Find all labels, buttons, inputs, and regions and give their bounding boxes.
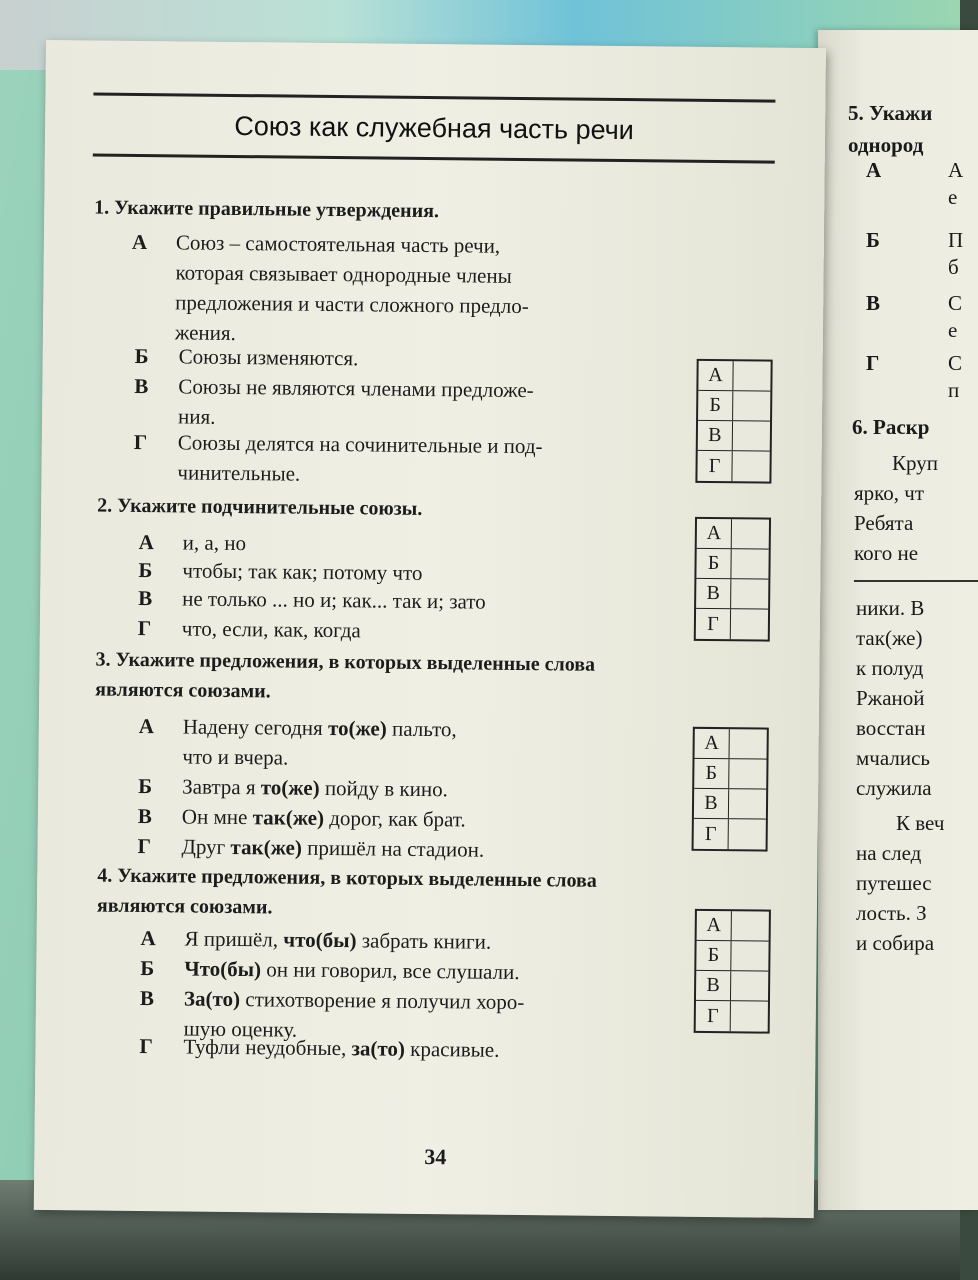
question-3-heading-line2: являются союзами. bbox=[95, 678, 271, 703]
option-text: жения. bbox=[174, 320, 237, 346]
right-opt-a: А bbox=[866, 158, 882, 182]
right-opt-b-frag: П bbox=[948, 228, 964, 252]
grid-letter: В bbox=[696, 579, 731, 608]
option-text: Союзы не являются членами предложе- bbox=[178, 374, 534, 403]
answer-cell-g[interactable] bbox=[729, 819, 766, 849]
answer-grid-4 bbox=[694, 909, 771, 1034]
answer-cell-v[interactable] bbox=[733, 421, 770, 450]
right-text-line: ярко, чт bbox=[854, 481, 925, 505]
right-opt-g: Г bbox=[866, 351, 880, 375]
option-letter: Б bbox=[138, 774, 153, 799]
grid-letter: А bbox=[695, 729, 730, 758]
answer-grid-2 bbox=[694, 517, 771, 642]
answer-cell-b[interactable] bbox=[733, 391, 770, 420]
option-letter: А bbox=[131, 229, 148, 255]
grid-row bbox=[698, 391, 770, 422]
option-text: и, а, но bbox=[182, 530, 247, 556]
option-letter: Г bbox=[133, 429, 148, 455]
right-text-line: ники. В bbox=[856, 596, 925, 620]
option-letter: В bbox=[139, 986, 155, 1011]
option-text: Союзы изменяются. bbox=[178, 344, 359, 371]
highlighted-word: за(то) bbox=[351, 1036, 406, 1061]
grid-letter: Г bbox=[696, 609, 731, 639]
highlighted-word: то(же) bbox=[260, 775, 320, 800]
grid-row bbox=[694, 759, 766, 790]
answer-cell-b[interactable] bbox=[731, 549, 768, 578]
option-letter: А bbox=[138, 529, 155, 555]
grid-row bbox=[694, 819, 766, 850]
question-2-heading: 2. Укажите подчинительные союзы. bbox=[97, 494, 423, 520]
question-3-heading-line1: 3. Укажите предложения, в которых выделенные слова bbox=[95, 648, 596, 676]
right-q5-line1: 5. Укажи bbox=[848, 101, 933, 125]
right-opt-v-frag2: е bbox=[948, 318, 958, 342]
right-text-line: путешес bbox=[856, 871, 932, 895]
option-text: которая связывает однородные члены bbox=[175, 260, 512, 288]
right-answer-rule bbox=[854, 580, 978, 582]
option-text: Союз – самостоятельная часть речи, bbox=[175, 230, 501, 258]
answer-cell-g[interactable] bbox=[731, 1001, 768, 1031]
option-letter: В bbox=[138, 585, 153, 611]
right-opt-a-frag: А bbox=[948, 158, 964, 182]
highlighted-word: так(же) bbox=[252, 805, 325, 830]
option-text: не только ... но и; как... так и; зато bbox=[182, 586, 486, 614]
answer-cell-g[interactable] bbox=[731, 609, 768, 639]
right-opt-b: Б bbox=[866, 228, 880, 252]
option-text: Завтра я то(же) пойду в кино. bbox=[182, 774, 449, 802]
highlighted-word: Что(бы) bbox=[184, 956, 262, 982]
page-number: 34 bbox=[424, 1144, 447, 1170]
option-text: ния. bbox=[177, 404, 216, 429]
right-opt-v: В bbox=[866, 291, 881, 315]
option-letter: А bbox=[140, 926, 156, 951]
option-letter: Б bbox=[140, 956, 155, 981]
grid-letter: А bbox=[697, 911, 732, 940]
option-text: что и вчера. bbox=[182, 744, 289, 770]
option-text: чинительные. bbox=[177, 460, 301, 486]
grid-letter: Б bbox=[696, 549, 731, 578]
answer-cell-b[interactable] bbox=[729, 759, 766, 788]
right-text-line: мчались bbox=[856, 746, 930, 770]
grid-row bbox=[696, 941, 768, 972]
answer-cell-g[interactable] bbox=[732, 451, 769, 481]
right-text-line: Ржаной bbox=[856, 686, 925, 710]
grid-letter: Б bbox=[694, 759, 729, 788]
grid-letter: Б bbox=[696, 941, 731, 970]
option-text: Союзы делятся на сочинительные и под- bbox=[177, 430, 543, 459]
grid-row bbox=[696, 549, 768, 580]
option-letter: Б bbox=[138, 557, 153, 583]
option-text: чтобы; так как; потому что bbox=[182, 558, 423, 585]
answer-grid-3 bbox=[692, 727, 769, 852]
answer-cell-b[interactable] bbox=[731, 941, 768, 970]
grid-row bbox=[695, 729, 767, 760]
question-4-option-g bbox=[139, 1031, 679, 1067]
option-letter: Г bbox=[137, 615, 152, 641]
question-4-heading-line2: являются союзами. bbox=[96, 894, 273, 919]
grid-row bbox=[697, 911, 769, 942]
option-text: шую оценку. bbox=[183, 1016, 298, 1042]
answer-cell-v[interactable] bbox=[731, 579, 768, 608]
option-text: Туфли неудобные, за(то) красивые. bbox=[183, 1034, 500, 1062]
answer-cell-v[interactable] bbox=[729, 789, 766, 818]
right-text-line: К веч bbox=[896, 811, 945, 835]
right-text-line: восстан bbox=[856, 716, 926, 740]
right-text-line: Ребята bbox=[854, 511, 914, 535]
option-text: предложения и части сложного предло- bbox=[175, 290, 529, 319]
grid-letter: Г bbox=[694, 819, 729, 849]
grid-letter: Б bbox=[698, 391, 733, 420]
right-text-line: и собира bbox=[856, 931, 935, 955]
grid-row bbox=[696, 609, 768, 640]
option-letter: Г bbox=[137, 834, 152, 859]
answer-cell-a[interactable] bbox=[732, 519, 769, 548]
grid-row bbox=[696, 579, 768, 610]
highlighted-word: что(бы) bbox=[283, 927, 357, 953]
grid-letter: В bbox=[696, 971, 731, 1000]
grid-row bbox=[697, 519, 769, 550]
right-q6-heading: 6. Раскр bbox=[852, 415, 930, 439]
question-3-option-a bbox=[138, 711, 679, 777]
right-opt-v-frag: С bbox=[948, 291, 963, 315]
question-4-heading-line1: 4. Укажите предложения, в которых выделенные слова bbox=[97, 864, 597, 892]
option-letter: Г bbox=[139, 1034, 153, 1059]
grid-row bbox=[696, 971, 768, 1002]
option-text: За(то) стихотворение я получил хоро- bbox=[183, 986, 525, 1015]
grid-row bbox=[696, 1001, 768, 1032]
option-text: Друг так(же) пришёл на стадион. bbox=[181, 834, 485, 862]
right-text-line: на след bbox=[856, 841, 922, 865]
answer-cell-a[interactable] bbox=[733, 361, 770, 390]
right-page bbox=[818, 30, 978, 1210]
right-opt-b-frag2: б bbox=[948, 255, 959, 279]
grid-letter: А bbox=[697, 519, 732, 548]
grid-row bbox=[694, 789, 766, 820]
highlighted-word: то(же) bbox=[327, 715, 387, 741]
right-text-line: служила bbox=[856, 776, 932, 800]
question-2-option-g bbox=[138, 613, 678, 649]
grid-row bbox=[698, 421, 770, 452]
highlighted-word: так(же) bbox=[230, 834, 303, 860]
question-1-option-g bbox=[133, 427, 694, 493]
grid-letter: В bbox=[698, 421, 733, 450]
right-text-line: лость. З bbox=[856, 901, 927, 925]
grid-letter: А bbox=[698, 361, 733, 390]
right-text-line: Круп bbox=[892, 451, 938, 475]
option-letter: Б bbox=[134, 343, 149, 369]
answer-cell-v[interactable] bbox=[731, 971, 768, 1000]
option-text: Он мне так(же) дорог, как брат. bbox=[181, 804, 466, 832]
right-opt-g-frag: С bbox=[948, 351, 963, 375]
grid-row bbox=[698, 361, 770, 392]
option-letter: В bbox=[134, 373, 149, 399]
grid-letter: В bbox=[694, 789, 729, 818]
page-title: Союз как служебная часть речи bbox=[93, 92, 776, 163]
right-text-line: к полуд bbox=[856, 656, 924, 680]
question-1-option-a bbox=[131, 227, 692, 353]
question-1-heading: 1. Укажите правильные утверждения. bbox=[94, 196, 440, 223]
answer-cell-a[interactable] bbox=[732, 911, 769, 940]
option-text: Надену сегодня то(же) пальто, bbox=[182, 714, 457, 742]
option-text: Что(бы) он ни говорил, все слушали. bbox=[184, 956, 520, 985]
option-text: Я пришёл, что(бы) забрать книги. bbox=[184, 926, 492, 954]
option-text: что, если, как, когда bbox=[181, 616, 361, 643]
right-opt-a-frag2: е bbox=[948, 185, 958, 209]
right-q5-line2: однород bbox=[848, 133, 924, 157]
answer-cell-a[interactable] bbox=[730, 729, 767, 758]
highlighted-word: За(то) bbox=[183, 986, 241, 1012]
right-text-line: кого не bbox=[854, 541, 919, 565]
right-text-line: так(же) bbox=[856, 626, 923, 650]
grid-letter: Г bbox=[697, 451, 732, 481]
left-page bbox=[34, 40, 826, 1218]
right-opt-g-frag2: п bbox=[948, 378, 960, 402]
option-letter: А bbox=[138, 714, 155, 739]
grid-row bbox=[697, 451, 769, 482]
answer-grid-1 bbox=[695, 359, 772, 484]
option-letter: В bbox=[137, 804, 153, 829]
grid-letter: Г bbox=[696, 1001, 731, 1031]
